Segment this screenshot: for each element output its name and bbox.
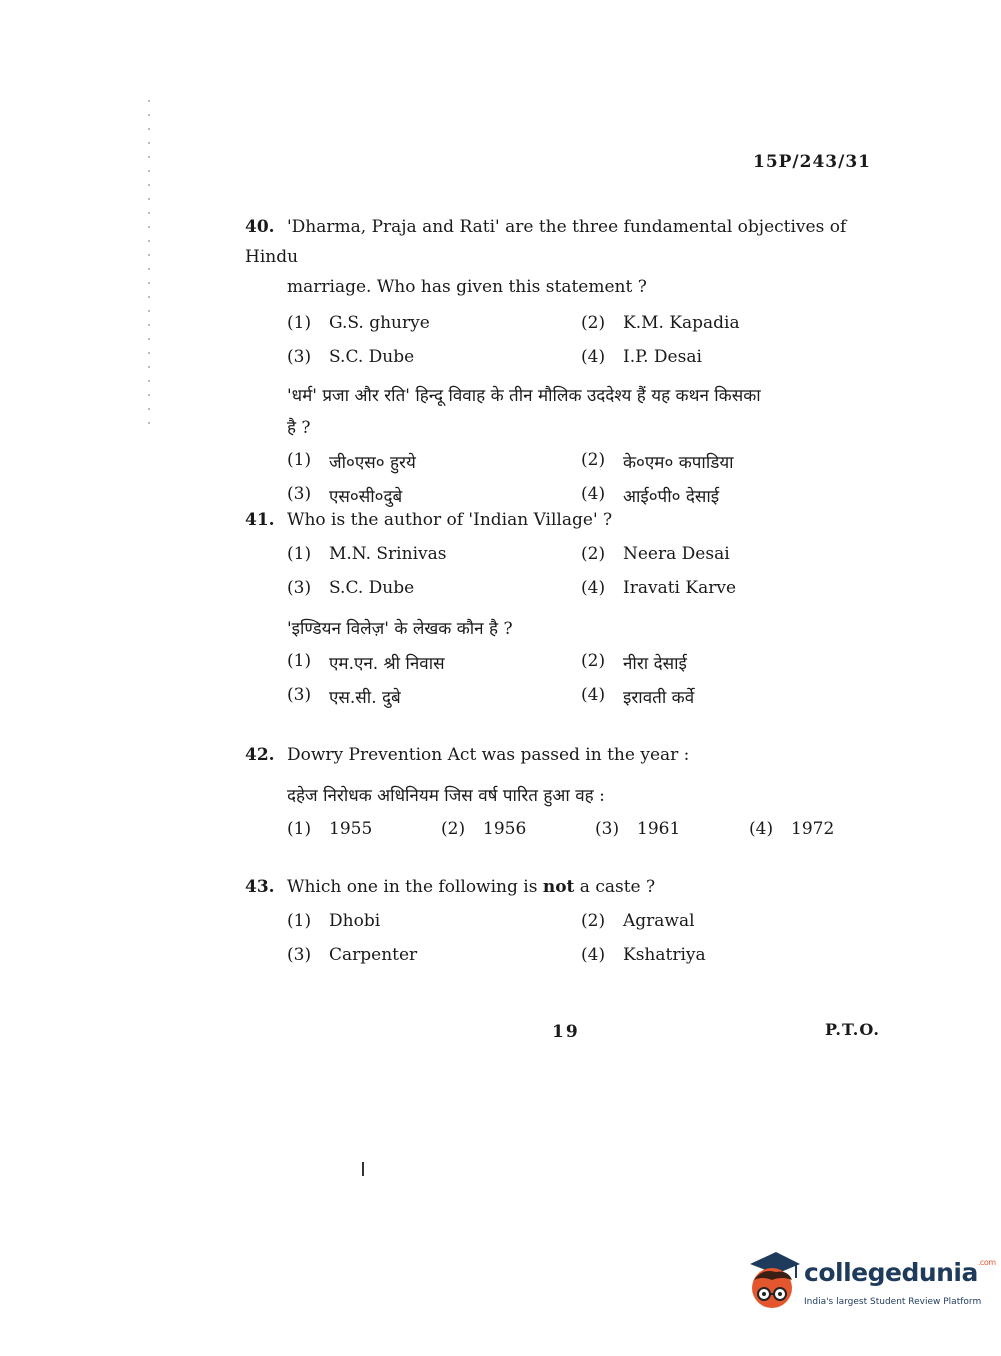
option-1[interactable]: (1) G.S. ghurye: [287, 313, 430, 333]
page-number: 19: [552, 1022, 580, 1042]
options-en: [245, 537, 875, 605]
option-1[interactable]: (1) Dhobi: [287, 911, 381, 931]
emphasis-not: not: [542, 877, 575, 897]
options: [245, 812, 875, 846]
options-hi: [245, 645, 875, 713]
brand-tagline: India's largest Student Review Platform: [804, 1297, 982, 1307]
question-text-en-line2: marriage. Who has given this statement ?: [287, 277, 647, 297]
collegedunia-watermark: [742, 1250, 996, 1320]
option-hi-3[interactable]: (3) एस.सी. दुबे: [287, 684, 401, 708]
brand-name: collegedunia$^{.com}$: [804, 1258, 996, 1287]
option-hi-1[interactable]: (1) जी०एस० हुरये: [287, 449, 416, 473]
question-text-en: 43. Which one in the following is not a caste ?: [245, 872, 875, 902]
option-2[interactable]: (2) Neera Desai: [581, 544, 730, 564]
option-4[interactable]: (4) I.P. Desai: [581, 347, 702, 367]
mascot-icon: [742, 1250, 802, 1314]
option-2[interactable]: (2) Agrawal: [581, 911, 695, 931]
question-text-hi: दहेज निरोधक अधिनियम जिस वर्ष पारित हुआ वह :: [287, 786, 605, 806]
options-en: [245, 904, 875, 972]
option-hi-4[interactable]: (4) इरावती कर्वे: [581, 684, 695, 708]
options-hi: [245, 444, 875, 512]
option-hi-3[interactable]: (3) एस०सी०दुबे: [287, 483, 403, 507]
question-text-hi-line2: है ?: [287, 418, 311, 438]
question-text-en: 40. 'Dharma, Praja and Rati' are the three fundamental objectives of Hindu: [245, 212, 875, 272]
option-hi-2[interactable]: (2) के०एम० कपाडिया: [581, 449, 734, 473]
question-43: [245, 872, 875, 972]
option-1[interactable]: (1) 1955: [287, 819, 373, 839]
pto-label: P.T.O.: [825, 1020, 880, 1039]
option-3[interactable]: (3) 1961: [595, 819, 681, 839]
option-hi-1[interactable]: (1) एम.एन. श्री निवास: [287, 650, 445, 674]
options-en: [245, 306, 875, 374]
option-3[interactable]: (3) S.C. Dube: [287, 578, 415, 598]
option-2[interactable]: (2) 1956: [441, 819, 527, 839]
question-text-en: 41. Who is the author of 'Indian Village' ?: [245, 505, 875, 535]
option-4[interactable]: (4) 1972: [749, 819, 835, 839]
question-41: [245, 505, 875, 713]
question-text-hi: 'इण्डियन विलेज़' के लेखक कौन है ?: [287, 619, 513, 639]
question-number: 40.: [245, 217, 275, 237]
scan-margin-marks: [148, 100, 150, 430]
option-4[interactable]: (4) Iravati Karve: [581, 578, 737, 598]
question-number: 41.: [245, 510, 275, 530]
option-4[interactable]: (4) Kshatriya: [581, 945, 706, 965]
scan-mark: [362, 1162, 364, 1176]
question-number: 42.: [245, 745, 275, 765]
question-40: [245, 212, 875, 512]
option-hi-4[interactable]: (4) आई०पी० देसाई: [581, 483, 720, 507]
option-hi-2[interactable]: (2) नीरा देसाई: [581, 650, 687, 674]
option-1[interactable]: (1) M.N. Srinivas: [287, 544, 447, 564]
option-3[interactable]: (3) S.C. Dube: [287, 347, 415, 367]
question-text-hi: 'धर्म' प्रजा और रति' हिन्दू विवाह के तीन मौलिक उददेश्य हैं यह कथन किसका: [287, 386, 761, 406]
question-number: 43.: [245, 877, 275, 897]
question-text-en: 42. Dowry Prevention Act was passed in the year :: [245, 740, 875, 770]
paper-code: 15P/243/31: [752, 152, 871, 172]
option-2[interactable]: (2) K.M. Kapadia: [581, 313, 740, 333]
option-3[interactable]: (3) Carpenter: [287, 945, 418, 965]
question-42: [245, 740, 875, 846]
